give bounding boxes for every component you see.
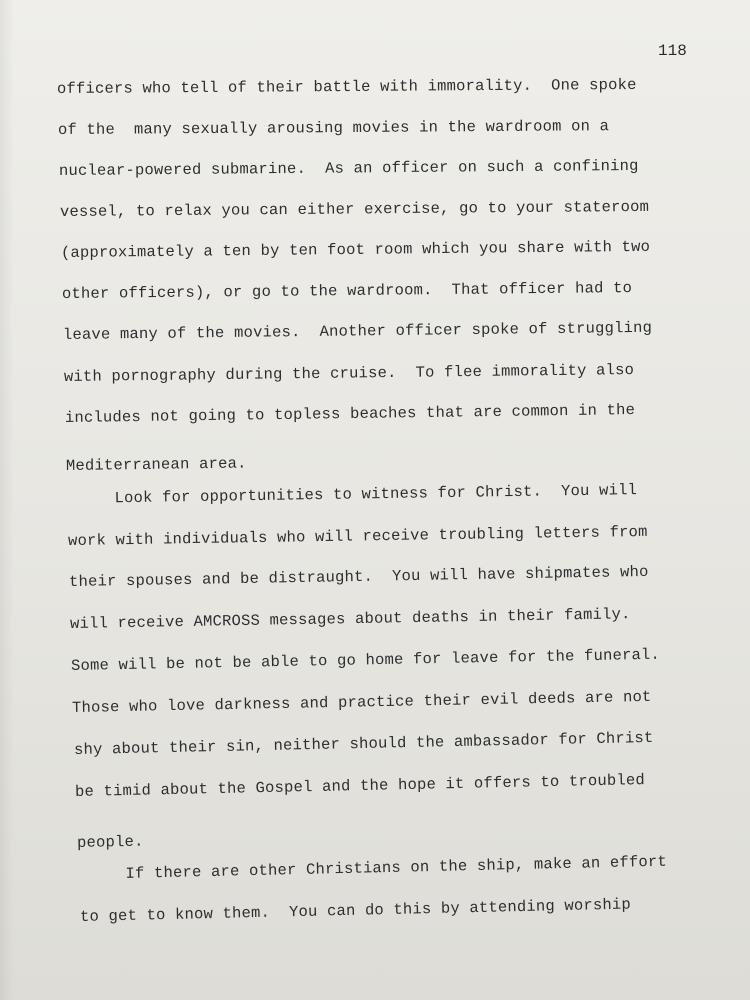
text-line: vessel, to relax you can either exercise, go to your stateroom (59, 197, 650, 221)
text-line: shy about their sin, neither should the ambassador for Christ (73, 728, 654, 759)
text-line: to get to know them. You can do this by attending worship (79, 895, 632, 926)
text-line: Mediterranean area. (65, 454, 247, 475)
text-line: be timid about the Gospel and the hope it offers to troubled (74, 771, 646, 801)
text-line: with pornography during the cruise. To flee immorality also (63, 361, 635, 386)
text-line: officers who tell of their battle with immorality. One spoke (56, 75, 637, 98)
text-line: will receive AMCROSS messages about deaths in their family. (69, 605, 631, 633)
text-line: their spouses and be distraught. You will have shipmates who (68, 562, 649, 591)
text-line: Some will be not be able to go home for leave for the funeral. (70, 645, 661, 675)
text-line: nuclear-powered submarine. As an officer on such a confining (58, 156, 639, 180)
text-line: people. (76, 832, 144, 852)
text-line: other officers), or go to the wardroom. That officer had to (61, 279, 633, 303)
text-line: includes not going to topless beaches that are common in the (64, 401, 636, 427)
text-line: Look for opportunities to witness for Christ. You will (66, 481, 638, 508)
text-line: leave many of the movies. Another officer spoke of struggling (62, 318, 653, 344)
text-line: of the many sexually arousing movies in the wardroom on a (57, 117, 610, 139)
page-number: 118 (658, 42, 687, 60)
text-line: (approximately a ten by ten foot room which you share with two (60, 237, 651, 262)
text-line: Those who love darkness and practice their evil deeds are not (71, 687, 652, 717)
text-line: work with individuals who will receive troubling letters from (67, 522, 648, 550)
text-line: If there are other Christians on the ship, make an effort (77, 852, 668, 884)
